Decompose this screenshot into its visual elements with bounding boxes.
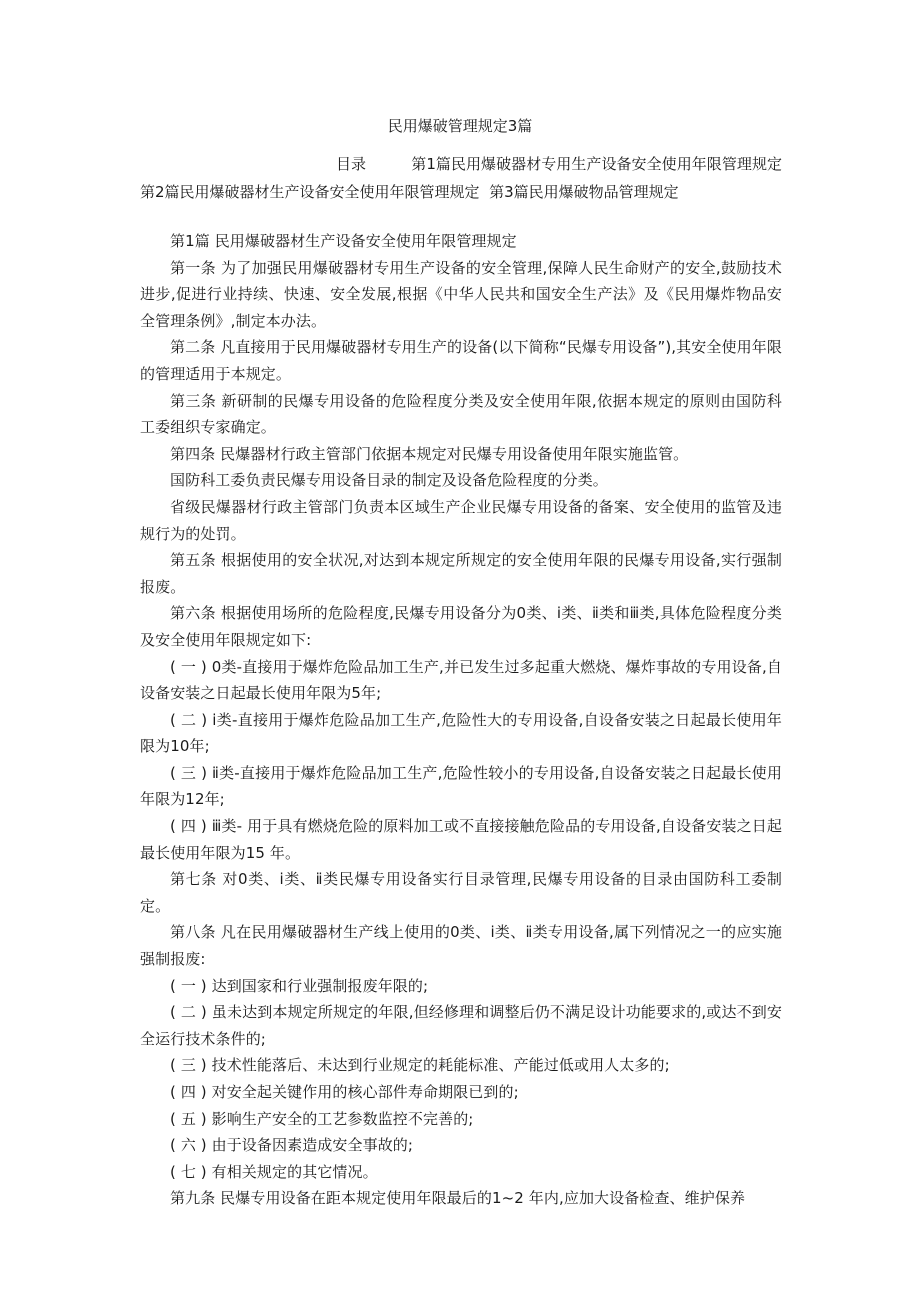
list-item: ( 三 ) 技术性能落后、未达到行业规定的耗能标准、产能过低或用人太多的; bbox=[170, 1056, 670, 1075]
paragraph: 第一条 为了加强民用爆破器材专用生产设备的安全管理,保障人民生命财产的安全,鼓励技术进步,促进行业持续、快速、安全发展,根据《中华人民共和国安全生产法》及《民用爆炸物品安全管理条例》,制定本办法。 bbox=[140, 258, 782, 330]
paragraph: 第二条 凡直接用于民用爆破器材专用生产的设备(以下简称“民爆专用设备”),其安全使用年限的管理适用于本规定。 bbox=[140, 338, 782, 383]
paragraph: 省级民爆器材行政主管部门负责本区域生产企业民爆专用设备的备案、安全使用的监管及违规行为的处罚。 bbox=[140, 497, 782, 543]
document-body bbox=[140, 228, 782, 1212]
paragraph: 国防科工委负责民爆专用设备目录的制定及设备危险程度的分类。 bbox=[170, 471, 608, 490]
document-title: 民用爆破管理规定3篇 bbox=[387, 117, 533, 135]
paragraph: 第六条 根据使用场所的危险程度,民爆专用设备分为0类、ⅰ类、ⅱ类和ⅲ类,具体危险程度分类及安全使用年限规定如下: bbox=[140, 604, 782, 649]
toc-item[interactable]: 第1篇民用爆破器材专用生产设备安全使用年限管理规定 bbox=[411, 155, 782, 173]
list-item: ( 二 ) ⅰ类-直接用于爆炸危险品加工生产,危险性大的专用设备,自设备安装之日起最长使用年限为10年; bbox=[140, 710, 782, 756]
list-item: ( 四 ) 对安全起关键作用的核心部件寿命期限已到的; bbox=[170, 1083, 519, 1101]
paragraph: 第三条 新研制的民爆专用设备的危险程度分类及安全使用年限,依据本规定的原则由国防科工委组织专家确定。 bbox=[140, 391, 782, 437]
list-item: ( 一 ) 0类-直接用于爆炸危险品加工生产,并已发生过多起重大燃烧、爆炸事故的专用设备,自设备安装之日起最长使用年限为5年; bbox=[140, 657, 782, 703]
paragraph: 第四条 民爆器材行政主管部门依据本规定对民爆专用设备使用年限实施监管。 bbox=[170, 444, 689, 463]
list-item: ( 二 ) 虽未达到本规定所规定的年限,但经修理和调整后仍不满足设计功能要求的,或达不到安全运行技术条件的; bbox=[140, 1003, 782, 1048]
list-item: ( 七 ) 有相关规定的其它情况。 bbox=[170, 1162, 378, 1181]
toc-item[interactable]: 第2篇民用爆破器材生产设备安全使用年限管理规定 bbox=[140, 183, 480, 201]
section-heading: 第1篇 民用爆破器材生产设备安全使用年限管理规定 bbox=[170, 232, 517, 250]
list-item: ( 一 ) 达到国家和行业强制报废年限的; bbox=[170, 976, 429, 995]
list-item: ( 五 ) 影响生产安全的工艺参数监控不完善的; bbox=[170, 1109, 474, 1128]
list-item: ( 四 ) ⅲ类- 用于具有燃烧危险的原料加工或不直接接触危险品的专用设备,自设备安装之日起最长使用年限为15 年。 bbox=[140, 817, 782, 862]
table-of-contents bbox=[140, 150, 782, 206]
list-item: ( 六 ) 由于设备因素造成安全事故的; bbox=[170, 1136, 414, 1155]
paragraph: 第五条 根据使用的安全状况,对达到本规定所规定的安全使用年限的民爆专用设备,实行强制报废。 bbox=[140, 551, 782, 596]
paragraph: 第九条 民爆专用设备在距本规定使用年限最后的1~2 年内,应加大设备检查、维护保养 bbox=[170, 1189, 746, 1208]
toc-label: 目录 bbox=[336, 155, 367, 173]
toc-item[interactable]: 第3篇民用爆破物品管理规定 bbox=[489, 183, 679, 201]
list-item: ( 三 ) ⅱ类-直接用于爆炸危险品加工生产,危险性较小的专用设备,自设备安装之日起最长使用年限为12年; bbox=[140, 763, 782, 809]
paragraph: 第七条 对0类、ⅰ类、ⅱ类民爆专用设备实行目录管理,民爆专用设备的目录由国防科工委制定。 bbox=[140, 870, 782, 915]
paragraph: 第八条 凡在民用爆破器材生产线上使用的0类、ⅰ类、ⅱ类专用设备,属下列情况之一的应实施强制报废: bbox=[140, 923, 782, 969]
